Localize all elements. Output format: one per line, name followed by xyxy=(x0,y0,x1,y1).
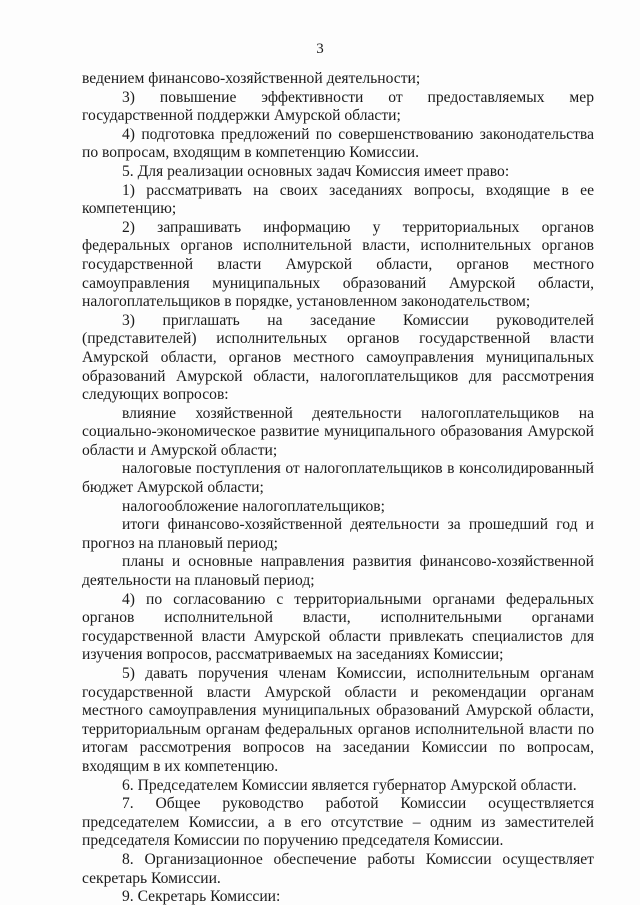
paragraph-section-5: 5. Для реализации основных задач Комиссия имеет право: xyxy=(122,162,510,180)
paragraph-topic-taxation: налогообложение налогоплательщиков; xyxy=(122,497,386,515)
paragraph-right-1: 1) рассматривать на своих заседаниях вопросы, входящие в ее компетенцию; xyxy=(82,181,594,218)
paragraph-right-3: 3) приглашать на заседание Комиссии руководителей (представителей) исполнительных органов государственной власти Амурской области, органов местного самоуправления муниципальных образований Амурской области, налогоплательщиков для рассмотрения следующих вопросов: xyxy=(82,311,594,404)
paragraph-section-7: 7. Общее руководство работой Комиссии осуществляется председателем Комиссии, а в его отсутствие – одним из заместителей председателя Комиссии по поручению председателя Комиссии. xyxy=(82,795,594,850)
document-body xyxy=(82,70,594,907)
paragraph-topic-tax-revenue: налоговые поступления от налогоплательщиков в консолидированный бюджет Амурской области; xyxy=(82,460,594,497)
paragraph-section-6: 6. Председателем Комиссии является губернатор Амурской области. xyxy=(122,776,577,794)
paragraph-section-9: 9. Секретарь Комиссии: xyxy=(122,888,281,906)
paragraph-right-4: 4) по согласованию с территориальными органами федеральных органов исполнительной власти, исполнительными органами государственной власти Амурской области привлекать специалистов для изучения вопросов, рассматриваемых на заседаниях Комиссии; xyxy=(82,590,594,664)
paragraph-topic-results: итоги финансово-хозяйственной деятельности за прошедший год и прогноз на плановый период; xyxy=(82,516,594,552)
paragraph-topic-plans: планы и основные направления развития финансово-хозяйственной деятельности на плановый период; xyxy=(82,553,594,590)
paragraph-right-5: 5) давать поручения членам Комиссии, исполнительным органам государственной власти Амурской области и рекомендации органам местного самоуправления муниципальных образований Амурской области, территориальным органам федеральных органов исполнительной власти по итогам рассмотрения вопросов на заседании Комиссии по вопросам, входящим в их компетенцию. xyxy=(82,665,594,775)
paragraph-item-4: 4) подготовка предложений по совершенствованию законодательства по вопросам, входящим в компетенцию Комиссии. xyxy=(82,125,594,162)
paragraph-continuation: ведением финансово-хозяйственной деятельности; xyxy=(82,70,421,87)
paragraph-section-8: 8. Организационное обеспечение работы Комиссии осуществляет секретарь Комиссии. xyxy=(82,850,594,887)
paragraph-right-2: 2) запрашивать информацию у территориальных органов федеральных органов исполнительной власти, исполнительных органов государственной власти Амурской области, органов местного самоуправления муниципальных образований Амурской области, налогоплательщиков в порядке, установленном законодательством; xyxy=(82,218,594,311)
paragraph-item-3: 3) повышение эффективности от предоставляемых мер государственной поддержки Амурской области; xyxy=(82,88,594,125)
paragraph-topic-influence: влияние хозяйственной деятельности налогоплательщиков на социально-экономическое развитие муниципального образования Амурской области и Амурской области; xyxy=(82,404,594,459)
page-number: 3 xyxy=(316,41,324,57)
